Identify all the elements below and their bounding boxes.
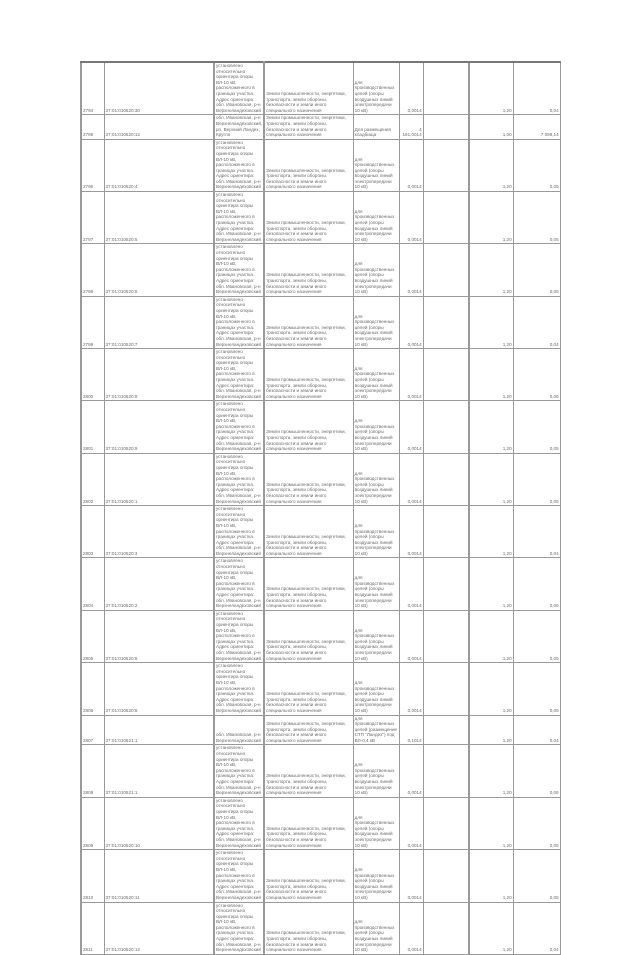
table-row (81, 401, 560, 453)
rate-cell: 1,20 (469, 715, 513, 745)
row-number-cell: 2804 (81, 558, 104, 610)
permitted-use-cell: для производственных целей (опоры воздушных линий электропередачи 10 кВ) (353, 62, 399, 115)
area-cell: 0,0014 (399, 139, 423, 191)
permitted-use-cell: для производственных целей (опоры воздушных линий электропередачи 10 кВ) (353, 192, 399, 244)
area-cell: 0,0014 (399, 296, 423, 348)
cadastral-value-cell: 0,05 (513, 610, 560, 662)
area-cell: 0,0014 (399, 610, 423, 662)
table-row (81, 244, 560, 296)
cadastral-number-cell: 37:01:010520:5 (104, 663, 214, 715)
cadastral-number-cell: 37:01:010520:3 (104, 506, 214, 558)
empty-cell (423, 244, 469, 296)
cadastral-number-cell: 37:01:010520:12 (104, 115, 214, 139)
empty-cell (423, 401, 469, 453)
row-number-cell: 2795 (81, 115, 104, 139)
rate-cell: 1,20 (469, 401, 513, 453)
permitted-use-cell: для производственных целей (опоры воздушных линий электропередачи 10 кВ) (353, 610, 399, 662)
area-cell: 0,0014 (399, 401, 423, 453)
rate-cell: 1,20 (469, 192, 513, 244)
location-cell: установлено относительно ориентира опоры ВЛ-10 кВ, расположенного в границах участка. Адрес ориентира: обл. Ивановская, р-н Верхнеландеховский (214, 610, 264, 662)
area-cell: 0,0014 (399, 349, 423, 401)
empty-cell (423, 558, 469, 610)
cadastral-value-cell: 0,06 (513, 558, 560, 610)
land-category-cell: Земли промышленности, энергетики, транспорта, земли обороны, безопасности и земли иного специального назначения (264, 296, 353, 348)
area-cell: 0,0014 (399, 558, 423, 610)
table-row (81, 715, 560, 745)
area-cell: 0,0014 (399, 663, 423, 715)
permitted-use-cell: для производственных целей (опоры воздушных линий электропередачи 10 кВ) (353, 139, 399, 191)
land-category-cell: Земли промышленности, энергетики, транспорта, земли обороны, безопасности и земли иного специального назначения (264, 349, 353, 401)
cadastral-number-cell: 37:01:010520:6 (104, 244, 214, 296)
area-cell: 0,0014 (399, 850, 423, 902)
land-category-cell: Земли промышленности, энергетики, транспорта, земли обороны, безопасности и земли иного специального назначения (264, 401, 353, 453)
cadastral-number-cell: 37:01:010520:1 (104, 453, 214, 505)
row-number-cell: 2797 (81, 192, 104, 244)
table-row (81, 506, 560, 558)
rate-cell: 1,20 (469, 349, 513, 401)
cadastral-value-cell: 0,05 (513, 139, 560, 191)
row-number-cell: 2808 (81, 745, 104, 797)
area-cell: 0,0014 (399, 453, 423, 505)
empty-cell (423, 745, 469, 797)
rate-cell: 1,20 (469, 453, 513, 505)
table-row (81, 139, 560, 191)
land-category-cell: Земли промышленности, энергетики, транспорта, земли обороны, безопасности и земли иного специального назначения (264, 902, 353, 954)
location-cell: установлено относительно ориентира опоры ВЛ-10 кВ, расположенного в границах участка. Адрес ориентира: обл. Ивановская, р-н Верхнеландеховский (214, 850, 264, 902)
permitted-use-cell: для производственных целей (опоры воздушных линий электропередачи 10 кВ) (353, 296, 399, 348)
empty-cell (423, 349, 469, 401)
land-category-cell: Земли промышленности, энергетики, транспорта, земли обороны, безопасности и земли иного специального назначения (264, 558, 353, 610)
empty-cell (423, 62, 469, 115)
cadastral-number-cell: 37:01:010520:4 (104, 139, 214, 191)
empty-cell (423, 115, 469, 139)
row-number-cell: 2811 (81, 902, 104, 954)
location-cell: обл. Ивановская, р-н Верхнеландеховский (214, 715, 264, 745)
location-cell: установлено относительно ориентира опоры ВЛ-10 кВ, расположенного в границах участка. Адрес ориентира: обл. Ивановская, р-н Верхнеландеховский (214, 296, 264, 348)
cadastral-value-cell: 0,05 (513, 850, 560, 902)
rate-cell: 1,20 (469, 139, 513, 191)
location-cell: установлено относительно ориентира опоры ВЛ-10 кВ, расположенного в границах участка. Адрес ориентира: обл. Ивановская, р-н Верхнеландеховский (214, 506, 264, 558)
row-number-cell: 2810 (81, 850, 104, 902)
empty-cell (423, 610, 469, 662)
row-number-cell: 2803 (81, 506, 104, 558)
area-cell: 0,1014 (399, 715, 423, 745)
cadastral-value-cell: 0,05 (513, 663, 560, 715)
row-number-cell: 2806 (81, 663, 104, 715)
row-number-cell: 2807 (81, 715, 104, 745)
rate-cell: 1,20 (469, 506, 513, 558)
permitted-use-cell: для производственных целей (опоры воздушных линий электропередачи 10 кВ) (353, 506, 399, 558)
row-number-cell: 2798 (81, 244, 104, 296)
area-cell: 4 161,0014 (399, 115, 423, 139)
permitted-use-cell: для производственных целей (опоры воздушных линий электропередачи 10 кВ) (353, 453, 399, 505)
location-cell: установлено относительно ориентира опоры ВЛ-10 кВ, расположенного в границах участка. Адрес ориентира: обл. Ивановская, р-н Верхнеландеховский (214, 192, 264, 244)
table-row (81, 349, 560, 401)
permitted-use-cell: для производственных целей (опоры воздушных линий электропередачи 10 кВ) (353, 401, 399, 453)
cadastral-number-cell: 37:01:010520:5 (104, 192, 214, 244)
table-row (81, 192, 560, 244)
area-cell: 0,0014 (399, 797, 423, 849)
location-cell: установлено относительно ориентира опоры ВЛ-10 кВ, расположенного в границах участка. Адрес ориентира: обл. Ивановская, р-н Верхнеландеховский (214, 797, 264, 849)
location-cell: установлено относительно ориентира опоры ВЛ-10 кВ, расположенного в границах участка. Адрес ориентира: обл. Ивановская, р-н Верхнеландеховский (214, 453, 264, 505)
land-category-cell: Земли промышленности, энергетики, транспорта, земли обороны, безопасности и земли иного специального назначения (264, 663, 353, 715)
location-cell: установлено относительно ориентира опоры ВЛ-10 кВ, расположенного в границах участка. Адрес ориентира: обл. Ивановская, р-н Верхнеландеховский (214, 663, 264, 715)
rate-cell: 1,20 (469, 296, 513, 348)
cadastral-number-cell: 37:01:010520:6 (104, 610, 214, 662)
cadastral-number-cell: 37:01:010520:2 (104, 558, 214, 610)
table-row (81, 296, 560, 348)
empty-cell (423, 902, 469, 954)
table-row (81, 663, 560, 715)
table-row (81, 902, 560, 954)
location-cell: установлено относительно ориентира опоры ВЛ-10 кВ, расположенного в границах участка. Адрес ориентира: обл. Ивановская, р-н Верхнеландеховский (214, 558, 264, 610)
table-row (81, 115, 560, 139)
empty-cell (423, 192, 469, 244)
cadastral-number-cell: 37:01:010520:8 (104, 349, 214, 401)
cadastral-value-cell: 0,05 (513, 244, 560, 296)
land-category-cell: Земли промышленности, энергетики, транспорта, земли обороны, безопасности и земли иного специального назначения (264, 453, 353, 505)
cadastral-number-cell: 37:01:010520:7 (104, 296, 214, 348)
rate-cell: 1,20 (469, 663, 513, 715)
area-cell: 0,0014 (399, 192, 423, 244)
area-cell: 0,0014 (399, 62, 423, 115)
table-row (81, 797, 560, 849)
cadastral-number-cell: 37:01:010520:30 (104, 62, 214, 115)
cadastral-value-cell: 0,04 (513, 902, 560, 954)
empty-cell (423, 850, 469, 902)
location-cell: установлено относительно ориентира опоры ВЛ-10 кВ, расположенного в границах участка. Адрес ориентира: обл. Ивановская, р-н Верхнеландеховский (214, 139, 264, 191)
cadastral-value-cell: 0,06 (513, 349, 560, 401)
cadastral-value-cell: 0,04 (513, 715, 560, 745)
location-cell: установлено относительно ориентира опоры ВЛ-10 кВ, расположенного в границах участка. Адрес ориентира: обл. Ивановская, р-н Верхнеландеховский (214, 244, 264, 296)
location-cell: установлено относительно ориентира опоры ВЛ-10 кВ, расположенного в границах участка. Адрес ориентира: обл. Ивановская, р-н Верхнеландеховский (214, 401, 264, 453)
rate-cell: 1,20 (469, 62, 513, 115)
row-number-cell: 2794 (81, 62, 104, 115)
row-number-cell: 2800 (81, 349, 104, 401)
location-cell: обл. Ивановская, р-н Верхнеландеховский, рп. Верхний Ландех, Кругло (214, 115, 264, 139)
permitted-use-cell: для производственных целей (опоры воздушных линий электропередачи 10 кВ) (353, 902, 399, 954)
land-category-cell: Земли промышленности, энергетики, транспорта, земли обороны, безопасности и земли иного специального назначения (264, 244, 353, 296)
cadastral-number-cell: 37:01:010521:1 (104, 715, 214, 745)
table-row (81, 453, 560, 505)
permitted-use-cell: для производственных целей (размещение СТП "Ландех") под ВЛ-0,4 кВ (353, 715, 399, 745)
land-category-cell: Земли промышленности, энергетики, транспорта, земли обороны, безопасности и земли иного специального назначения (264, 192, 353, 244)
empty-cell (423, 139, 469, 191)
cadastral-number-cell: 37:01:010520:9 (104, 401, 214, 453)
cadastral-value-cell: 0,04 (513, 62, 560, 115)
row-number-cell: 2809 (81, 797, 104, 849)
permitted-use-cell: для производственных целей (опоры воздушных линий электропередачи 10 кВ) (353, 558, 399, 610)
permitted-use-cell: для производственных целей (опоры воздушных линий электропередачи 10 кВ) (353, 797, 399, 849)
empty-cell (423, 797, 469, 849)
land-category-cell: Земли промышленности, энергетики, транспорта, земли обороны, безопасности и земли иного специального назначения (264, 715, 353, 745)
permitted-use-cell: для производственных целей (опоры воздушных линий электропередачи 10 кВ) (353, 663, 399, 715)
table-row (81, 62, 560, 115)
area-cell: 0,0014 (399, 244, 423, 296)
cadastral-number-cell: 37:01:010521:1 (104, 745, 214, 797)
empty-cell (423, 715, 469, 745)
land-category-cell: Земли промышленности, энергетики, транспорта, земли обороны, безопасности и земли иного специального назначения (264, 797, 353, 849)
table-row (81, 850, 560, 902)
cadastral-value-cell: 0,06 (513, 745, 560, 797)
empty-cell (423, 453, 469, 505)
land-category-cell: Земли промышленности, энергетики, транспорта, земли обороны, безопасности и земли иного специального назначения (264, 506, 353, 558)
cadastral-number-cell: 37:01:010520:11 (104, 850, 214, 902)
rate-cell: 1,20 (469, 244, 513, 296)
cadastral-value-cell: 0,05 (513, 453, 560, 505)
cadastral-value-cell: 0,04 (513, 506, 560, 558)
empty-cell (423, 663, 469, 715)
rate-cell: 1,20 (469, 745, 513, 797)
rate-cell: 1,20 (469, 902, 513, 954)
row-number-cell: 2799 (81, 296, 104, 348)
land-category-cell: Земли промышленности, энергетики, транспорта, земли обороны, безопасности и земли иного специального назначения (264, 115, 353, 139)
rate-cell: 1,20 (469, 797, 513, 849)
land-category-cell: Земли промышленности, энергетики, транспорта, земли обороны, безопасности и земли иного специального назначения (264, 610, 353, 662)
location-cell: установлено относительно ориентира опоры ВЛ-10 кВ, расположенного в границах участка. Адрес ориентира: обл. Ивановская, р-н Верхнеландеховский (214, 745, 264, 797)
area-cell: 0,0014 (399, 902, 423, 954)
cadastral-value-cell: 0,05 (513, 401, 560, 453)
row-number-cell: 2801 (81, 401, 104, 453)
land-category-cell: Земли промышленности, энергетики, транспорта, земли обороны, безопасности и земли иного специального назначения (264, 139, 353, 191)
empty-cell (423, 506, 469, 558)
cadastral-value-cell: 7 099,14 (513, 115, 560, 139)
area-cell: 0,0014 (399, 506, 423, 558)
land-category-cell: Земли промышленности, энергетики, транспорта, земли обороны, безопасности и земли иного специального назначения (264, 62, 353, 115)
row-number-cell: 2805 (81, 610, 104, 662)
cadastral-value-cell: 0,05 (513, 797, 560, 849)
rate-cell: 1,20 (469, 850, 513, 902)
row-number-cell: 2802 (81, 453, 104, 505)
cadastral-number-cell: 37:01:010520:12 (104, 902, 214, 954)
location-cell: установлено относительно ориентира опоры ВЛ-10 кВ, расположенного в границах участка. Адрес ориентира: обл. Ивановская, р-н Верхнеландеховский (214, 349, 264, 401)
empty-cell (423, 296, 469, 348)
table-row (81, 745, 560, 797)
rate-cell: 1,20 (469, 610, 513, 662)
land-category-cell: Земли промышленности, энергетики, транспорта, земли обороны, безопасности и земли иного специального назначения (264, 745, 353, 797)
rate-cell: 1,20 (469, 558, 513, 610)
permitted-use-cell: для производственных целей (опоры воздушных линий электропередачи 10 кВ) (353, 850, 399, 902)
location-cell: установлено относительно ориентира опоры ВЛ-10 кВ, расположенного в границах участка. Адрес ориентира: обл. Ивановская, р-н Верхнеландеховский (214, 902, 264, 954)
table-body (81, 62, 560, 954)
cadastral-number-cell: 37:01:010520:10 (104, 797, 214, 849)
land-category-cell: Земли промышленности, энергетики, транспорта, земли обороны, безопасности и земли иного специального назначения (264, 850, 353, 902)
cadastral-value-cell: 0,05 (513, 192, 560, 244)
location-cell: установлено относительно ориентира опоры ВЛ-10 кВ, расположенного в границах участка. Адрес ориентира: обл. Ивановская, р-н Верхнеландеховский (214, 62, 264, 115)
permitted-use-cell: Для размещения кладбища (353, 115, 399, 139)
table-row (81, 558, 560, 610)
land-plots-table (80, 61, 561, 955)
table-row (81, 610, 560, 662)
permitted-use-cell: для производственных целей (опоры воздушных линий электропередачи 10 кВ) (353, 244, 399, 296)
rate-cell: 1,00 (469, 115, 513, 139)
row-number-cell: 2796 (81, 139, 104, 191)
cadastral-value-cell: 0,04 (513, 296, 560, 348)
permitted-use-cell: для производственных целей (опоры воздушных линий электропередачи 10 кВ) (353, 349, 399, 401)
area-cell: 0,0014 (399, 745, 423, 797)
permitted-use-cell: для производственных целей (опоры воздушных линий электропередачи 10 кВ) (353, 745, 399, 797)
